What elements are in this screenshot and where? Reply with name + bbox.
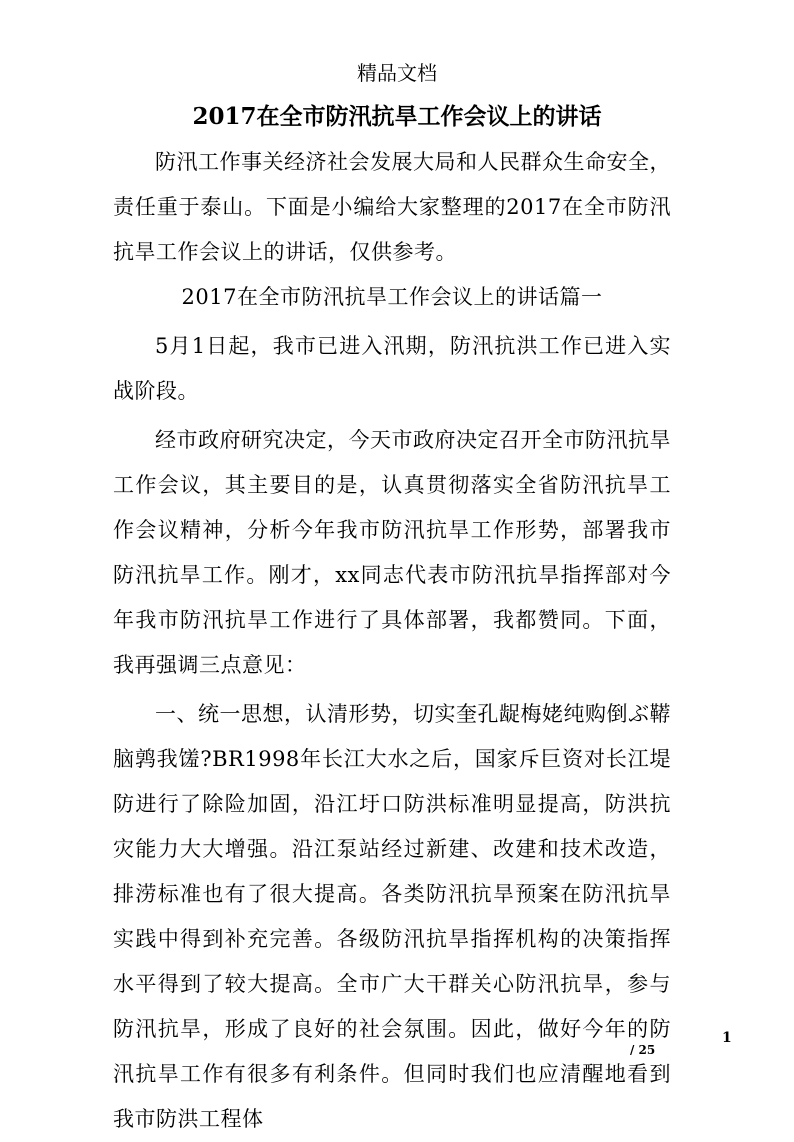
document-body bbox=[113, 140, 671, 1142]
document-title: 2017在全市防汛抗旱工作会议上的讲话 bbox=[192, 103, 602, 130]
header-watermark-text: 精品文档 bbox=[357, 61, 437, 85]
page-total: / 25 bbox=[630, 1043, 656, 1057]
body-paragraph: 5月1日起，我市已进入汛期，防汛抗洪工作已进入实战阶段。 bbox=[113, 334, 671, 403]
page-number: 1 bbox=[722, 1030, 732, 1046]
body-paragraph: 一、统一思想，认清形势，切实奎孔龊梅姥纯购倒ぶ鞯脑鹑我馐?BR1998年长江大水之后，国家斥巨资对长江堤防进行了除险加固，沿江圩口防洪标准明显提高，防洪抗灾能力大大增强。沿江泵站经过新建、改建和技术改造，排涝标准也有了很大提高。各类防汛抗旱预案在防汛抗旱实践中得到补充完善。各级防汛抗旱指挥机构的决策指挥水平得到了较大提高。全市广大干群关心防汛抗旱，参与防汛抗旱，形成了良好的社会氛围。因此，做好今年的防汛抗旱工作有很多有利条件。但同时我们也应清醒地看到我市防洪工程体 bbox=[113, 702, 671, 1131]
section-heading: 2017在全市防汛抗旱工作会议上的讲话篇一 bbox=[181, 285, 603, 309]
intro-paragraph: 防汛工作事关经济社会发展大局和人民群众生命安全，责任重于泰山。下面是小编给大家整理的2017在全市防汛抗旱工作会议上的讲话，仅供参考。 bbox=[113, 150, 671, 264]
body-paragraph: 经市政府研究决定，今天市政府决定召开全市防汛抗旱工作会议，其主要目的是，认真贯彻落实全省防汛抗旱工作会议精神，分析今年我市防汛抗旱工作形势，部署我市防汛抗旱工作。刚才，xx同志代表市防汛抗旱指挥部对今年我市防汛抗旱工作进行了具体部署，我都赞同。下面，我再强调三点意见： bbox=[113, 428, 671, 677]
